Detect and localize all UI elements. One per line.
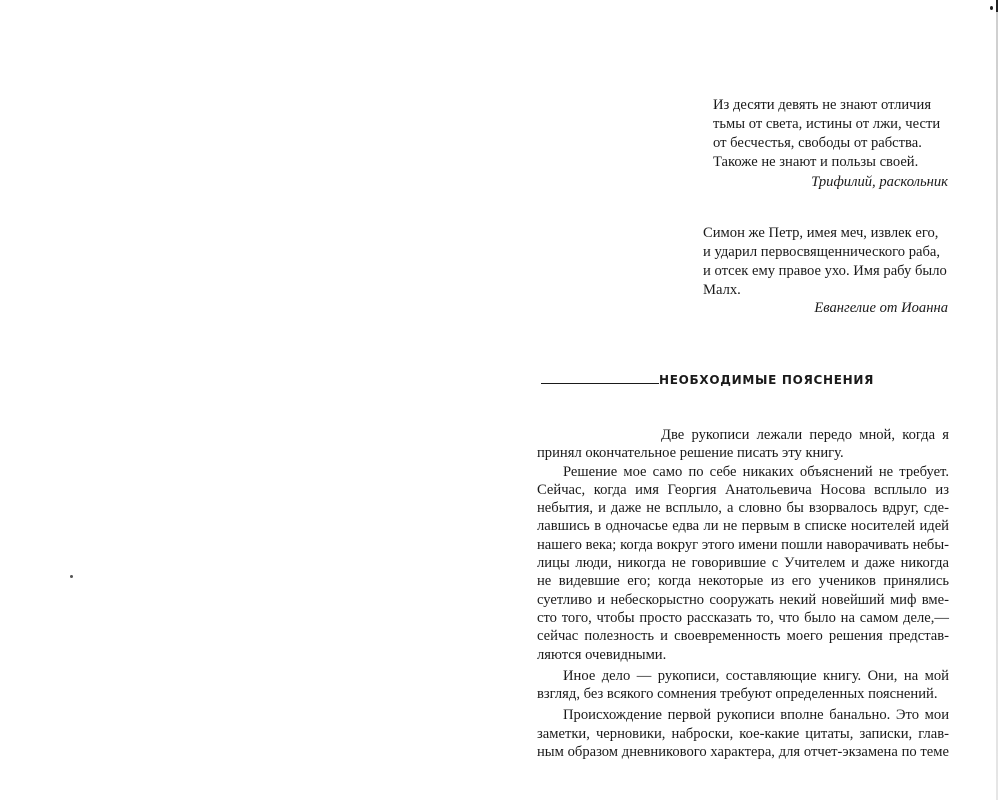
epigraph-line: Такоже не знают и пользы своей. <box>713 154 919 170</box>
epigraph-1-attribution: Трифилий, раскольник <box>811 174 948 190</box>
text-line: сейчас полезность и своевременность моего решения представ- <box>537 628 949 645</box>
text-line: Две рукописи лежали передо мной, когда я <box>661 427 949 443</box>
paragraph-2 <box>537 463 949 664</box>
text-line: Сейчас, когда имя Георгия Анатольевича Носова всплыло из <box>537 481 949 498</box>
epigraph-line: и отсек ему правое ухо. Имя рабу было <box>703 263 947 279</box>
text-line: заметки, черновики, наброски, кое-какие цитаты, записки, глав- <box>537 725 949 742</box>
epigraph-line: тьмы от света, истины от лжи, чести <box>713 116 941 132</box>
section-title: НЕОБХОДИМЫЕ ПОЯСНЕНИЯ <box>659 373 875 387</box>
heading-rule <box>541 383 659 384</box>
paragraph-1 <box>537 426 949 463</box>
paragraph-3 <box>537 667 949 704</box>
text-line: суетливо и небескорыстно сооружать некий новейший миф вме- <box>537 591 949 608</box>
text-line: Решение мое само по себе никаких объяснений не требует. <box>563 463 949 480</box>
epigraph-2 <box>703 224 953 300</box>
epigraph-line: от бесчестья, свободы от рабства. <box>713 135 922 151</box>
body-text <box>537 426 949 761</box>
text-line: ляются очевидными. <box>537 646 667 663</box>
epigraph-line: Из десяти девять не знают отличия <box>713 97 932 113</box>
text-line: лавшись в одночасье едва ли не первым в списке носителей идей <box>537 518 949 535</box>
scan-mark <box>990 6 993 10</box>
text-line: нашего века; когда вокруг этого имени пошли наворачивать небы- <box>537 536 949 553</box>
paragraph-4 <box>537 706 949 761</box>
text-line: Происхождение первой рукописи вполне банально. Это мои <box>563 707 949 724</box>
text-line: сто того, чтобы просто рассказать то, что было на самом деле,— <box>537 609 949 626</box>
scan-speck <box>70 575 73 578</box>
epigraph-line: Симон же Петр, имея меч, извлек его, <box>703 225 939 241</box>
text-line: не видевшие его; когда некоторые из его учеников принялись <box>537 573 949 590</box>
epigraph-2-attribution: Евангелие от Иоанна <box>814 300 948 316</box>
epigraph-1 <box>713 96 953 172</box>
section-heading <box>541 373 874 387</box>
epigraph-line: Малх. <box>703 282 741 298</box>
epigraph-line: и ударил первосвященнического раба, <box>703 244 941 260</box>
text-line: небытия, и даже не всплыло, а словно бы взорвалось вдруг, сде- <box>537 500 949 517</box>
text-line: ным образом дневникового характера, для отчет-экзамена по теме <box>537 744 949 761</box>
text-line: принял окончательное решение писать эту книгу. <box>537 445 844 462</box>
text-line: лицы люди, никогда не говорившие с Учителем и даже никогда <box>537 555 949 572</box>
text-line: Иное дело — рукописи, составляющие книгу. Они, на мой <box>563 667 949 684</box>
text-line: взгляд, без всякого сомнения требуют определенных пояснений. <box>537 686 938 703</box>
